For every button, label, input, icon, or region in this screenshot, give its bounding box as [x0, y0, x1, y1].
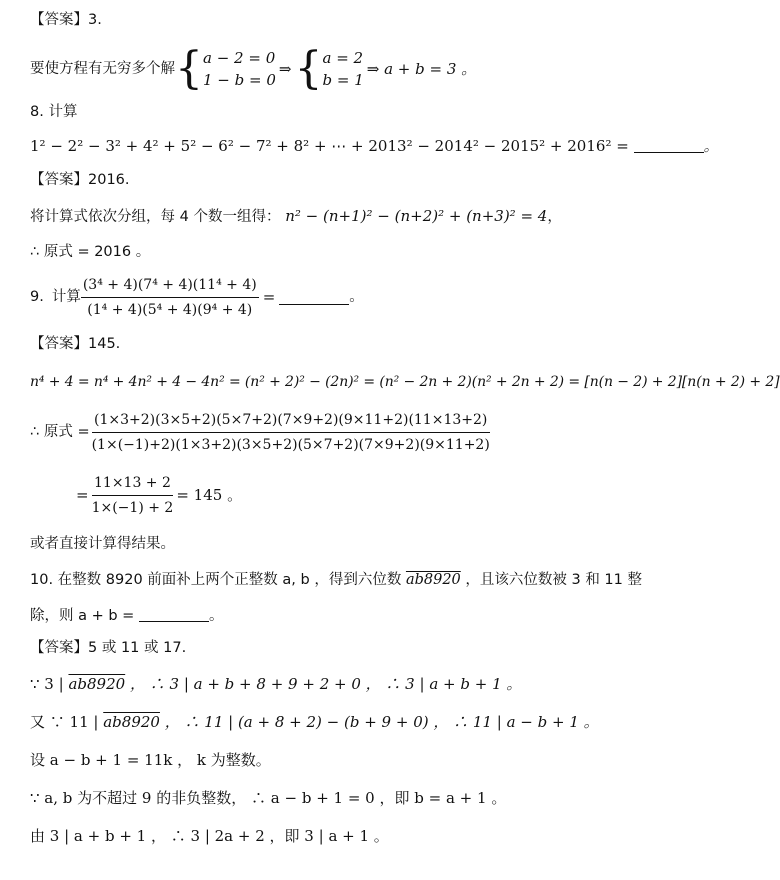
- question-10-tail: ，且该六位数被 3 和 11 整: [465, 572, 642, 588]
- solution-9-denominator-1: (1×(−1)+2)(1×3+2)(3×5+2)(5×7+2)(7×9+2)(9×11+2): [91, 436, 490, 453]
- question-8-expr: 1² − 2² − 3² + 4² + 5² − 6² − 7² + 8² + ⋯ + 2013² − 2014² − 2015² + 2016² =: [30, 137, 629, 155]
- question-9-denominator: (1⁴ + 4)(5⁴ + 4)(9⁴ + 4): [87, 301, 253, 318]
- system-1-row-2: 1 − b = 0: [203, 71, 276, 89]
- system-1: [203, 47, 276, 91]
- solution-10-number-1: ab8920: [68, 675, 126, 693]
- solution-10-step-2-b: ， ∴ 11 | (a + 8 + 2) − (b + 9 + 0) ， ∴ 11 | a − b + 1 。: [164, 713, 599, 731]
- solution-8: [30, 206, 562, 227]
- solution-9-numerator-1: (1×3+2)(3×5+2)(5×7+2)(7×9+2)(9×11+2)(11×13+2): [92, 410, 490, 433]
- question-8-number: 8.: [30, 104, 44, 120]
- solution-9-alternative: 或者直接计算得结果。: [30, 536, 175, 552]
- solution-10-step-2-a: 又 ∵ 11 |: [30, 713, 99, 731]
- solution-9-step-2-tail: = 145 。: [176, 486, 243, 504]
- solution-9-step-1-lead: ∴ 原式 =: [30, 424, 90, 440]
- solution-9-step-1: [30, 404, 490, 460]
- solution-9-numerator-2: 11×13 + 2: [92, 473, 174, 496]
- solution-8-result: ∴ 原式 = 2016 。: [30, 244, 151, 260]
- solution-9-fraction-1: [92, 410, 490, 455]
- question-9-numerator: (3⁴ + 4)(7⁴ + 4)(11⁴ + 4): [81, 275, 259, 298]
- solution-9-denominator-2: 1×(−1) + 2: [91, 499, 174, 516]
- answer-7: 【答案】3.: [30, 12, 102, 28]
- question-8-expression: [30, 136, 718, 157]
- question-10-line-1: [30, 570, 642, 590]
- question-9-equals: =: [262, 288, 276, 306]
- solution-7-tail: ⇒ a + b = 3 。: [366, 60, 477, 78]
- implies-arrow: ⇒: [278, 60, 292, 78]
- system-2: [322, 47, 363, 91]
- solution-7: [30, 44, 476, 94]
- solution-9-fraction-2: [92, 473, 174, 518]
- solution-9-identity: n⁴ + 4 = n⁴ + 4n² + 4 − 4n² = (n² + 2)² − (2n)² = (n² − 2n + 2)(n² + 2n + 2) = [n(n − 2) + 2][n(n + 2) + 2]: [30, 374, 780, 390]
- answer-blank-8: [634, 138, 704, 153]
- solution-9-step-2-equals: =: [76, 486, 89, 504]
- answer-blank-9: [279, 290, 349, 305]
- question-10-text: 10. 在整数 8920 前面补上两个正整数 a, b ，得到六位数: [30, 572, 402, 588]
- question-8-end: 。: [703, 139, 719, 155]
- question-9-number: 9.: [30, 289, 44, 305]
- system-2-row-1: a = 2: [322, 49, 364, 67]
- answer-blank-10: [139, 607, 209, 622]
- question-10-lead: 除，则 a + b =: [30, 608, 135, 624]
- solution-10-step-1: [30, 674, 521, 694]
- question-9-label: 计算: [51, 289, 81, 305]
- solution-7-lead: 要使方程有无穷多个解: [30, 61, 175, 77]
- solution-8-lead: 将计算式依次分组，每 4 个数一组得：: [30, 209, 281, 225]
- left-brace-1: {: [175, 43, 203, 94]
- question-8-heading: [30, 102, 77, 122]
- solution-10-step-4: ∵ a, b 为不超过 9 的非负整数， ∴ a − b + 1 = 0 ，即 b = a + 1 。: [30, 789, 507, 807]
- question-8-label: 计算: [48, 104, 78, 120]
- left-brace-2: {: [294, 43, 323, 94]
- solution-10-step-1-a: ∵ 3 |: [30, 675, 64, 693]
- question-9: [30, 270, 364, 324]
- six-digit-number: ab8920: [405, 572, 461, 588]
- answer-8: 【答案】2016.: [30, 172, 130, 188]
- system-2-row-2: b = 1: [322, 71, 364, 89]
- question-9-fraction: [81, 275, 259, 320]
- solution-8-expr: n² − (n+1)² − (n+2)² + (n+3)² = 4: [285, 207, 548, 225]
- solution-9-step-2: [76, 470, 242, 520]
- solution-10-number-2: ab8920: [103, 713, 160, 731]
- solution-8-end: ，: [547, 209, 562, 225]
- solution-10-step-2: [30, 712, 599, 732]
- system-1-row-1: a − 2 = 0: [203, 49, 276, 67]
- question-10-line-2: [30, 606, 223, 626]
- question-10-end: 。: [208, 608, 224, 624]
- answer-10: 【答案】5 或 11 或 17.: [30, 640, 187, 656]
- solution-10-step-5: 由 3 | a + b + 1 ， ∴ 3 | 2a + 2 ，即 3 | a + 1 。: [30, 827, 389, 845]
- question-9-end: 。: [349, 289, 364, 305]
- solution-10-step-3: 设 a − b + 1 = 11k ， k 为整数。: [30, 751, 271, 769]
- answer-9: 【答案】145.: [30, 336, 121, 352]
- solution-10-step-1-b: ， ∴ 3 | a + b + 8 + 9 + 2 + 0 ， ∴ 3 | a + b + 1 。: [129, 675, 522, 693]
